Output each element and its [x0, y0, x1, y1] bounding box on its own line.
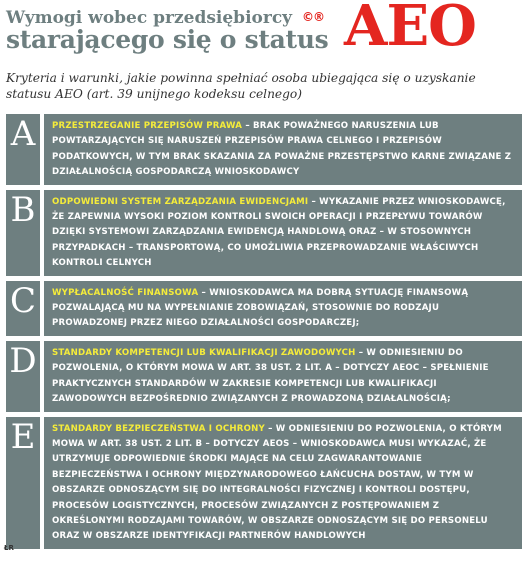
criterion-e	[6, 417, 522, 549]
criterion-letter: A	[6, 114, 40, 185]
criterion-text: – W ODNIESIENIU DO POZWOLENIA, O KTÓRYM MOWA W ART. 38 UST. 2 LIT. B – DOTYCZY AEOS – WNIOSKODAWCA MUSI WYKAZAĆ, ŻE UTRZYMUJE ODPOWIEDNIE ŚRODKI MAJĄCE NA CELU ZAGWARANTOWANIE BEZPIECZEŃSTWA I OCHRONY MIĘDZYNARODOWEGO ŁAŃCUCHA DOSTAW, W TYM W OBSZARZE ODNOSZĄCYM SIĘ DO INTEGRALNOŚCI FIZYCZNEJ I KONTROLI DOSTĘPU, PROCESÓW LOGISTYCZNYCH, PROCESÓW ZWIĄZANYCH Z POSTĘPOWANIEM Z OKREŚLONYMI RODZAJAMI TOWARÓW, W OBSZARZE ODNOSZĄCYM SIĘ DO PERSONELU ORAZ W OBSZARZE IDENTYFIKACJI PARTNERÓW HANDLOWYCH	[52, 423, 502, 542]
criterion-heading: STANDARDY KOMPETENCJI LUB KWALIFIKACJI ZAWODOWYCH	[52, 347, 356, 358]
criterion-text: – WYKAZANIE PRZEZ WNIOSKODAWCĘ, ŻE ZAPEWNIA WYSOKI POZIOM KONTROLI SWOICH OPERACJI I PRZEPŁYWU TOWARÓW DZIĘKI SYSTEMOWI ZARZĄDZANIA EWIDENCJĄ HANDLOWĄ ORAZ – W STOSOWNYCH PRZYPADKACH – TRANSPORTOWĄ, CO UMOŻLIWIA PRZEPROWADZANIE WŁAŚCIWYCH KONTROLI CELNYCH	[52, 196, 506, 269]
criterion-letter: B	[6, 190, 40, 276]
page-title: starającego się o status	[6, 25, 329, 54]
criterion-b	[6, 190, 522, 276]
publisher-logo-icon: ©®	[302, 10, 324, 24]
criterion-c	[6, 281, 522, 336]
criterion-panel	[44, 190, 522, 276]
aeo-acronym: AEO	[344, 0, 476, 59]
criterion-panel	[44, 417, 522, 549]
supertitle: Wymogi wobec przedsiębiorcy	[6, 8, 293, 28]
criterion-text: – BRAK POWAŻNEGO NARUSZENIA LUB POWTARZAJĄCYCH SIĘ NARUSZEŃ PRZEPISÓW PRAWA CELNEGO I PRZEPISÓW PODATKOWYCH, W TYM BRAK SKAZANIA ZA POWAŻNE PRZESTĘPSTWO KARNE ZWIĄZANE Z DZIAŁALNOŚCIĄ GOSPODARCZĄ WNIOSKODAWCY	[52, 121, 512, 178]
criteria-list	[6, 114, 522, 554]
criterion-letter: E	[6, 417, 40, 549]
criterion-a	[6, 114, 522, 185]
criterion-panel	[44, 114, 522, 185]
criterion-panel	[44, 281, 522, 336]
criterion-text: – WNIOSKODAWCA MA DOBRĄ SYTUACJĘ FINANSOWĄ POZWALAJĄCĄ MU NA WYPEŁNIANIE ZOBOWIĄZAŃ, STOSOWNIE DO RODZAJU PROWADZONEJ PRZEZ NIEGO DZIAŁALNOŚCI GOSPODARCZEJ;	[52, 287, 469, 329]
criterion-d	[6, 341, 522, 412]
criterion-heading: ODPOWIEDNI SYSTEM ZARZĄDZANIA EWIDENCJAMI	[52, 196, 309, 207]
criterion-heading: WYPŁACALNOŚĆ FINANSOWA	[52, 287, 199, 298]
subtitle: Kryteria i warunki, jakie powinna spełniać osoba ubiegająca się o uzyskanie statusu AEO (art. 39 unijnego kodeksu celnego)	[6, 71, 476, 101]
criterion-text: – W ODNIESIENIU DO POZWOLENIA, O KTÓRYM MOWA W ART. 38 UST. 2 LIT. A – DOTYCZY AEOC – SPEŁNIENIE PRAKTYCZNYCH STANDARDÓW W ZAKRESIE KOMPETENCJI LUB KWALIFIKACJI ZAWODOWYCH BEZPOŚREDNIO ZWIĄZANYCH Z PROWADZONĄ DZIAŁALNOŚCIĄ;	[52, 347, 489, 405]
header	[6, 2, 522, 62]
criterion-letter: D	[6, 341, 40, 412]
criterion-letter: C	[6, 281, 40, 336]
author-credit: ŁR	[4, 544, 14, 552]
criterion-heading: PRZESTRZEGANIE PRZEPISÓW PRAWA	[52, 121, 243, 131]
criterion-panel	[44, 341, 522, 412]
criterion-heading: STANDARDY BEZPIECZEŃSTWA I OCHRONY	[52, 423, 265, 434]
